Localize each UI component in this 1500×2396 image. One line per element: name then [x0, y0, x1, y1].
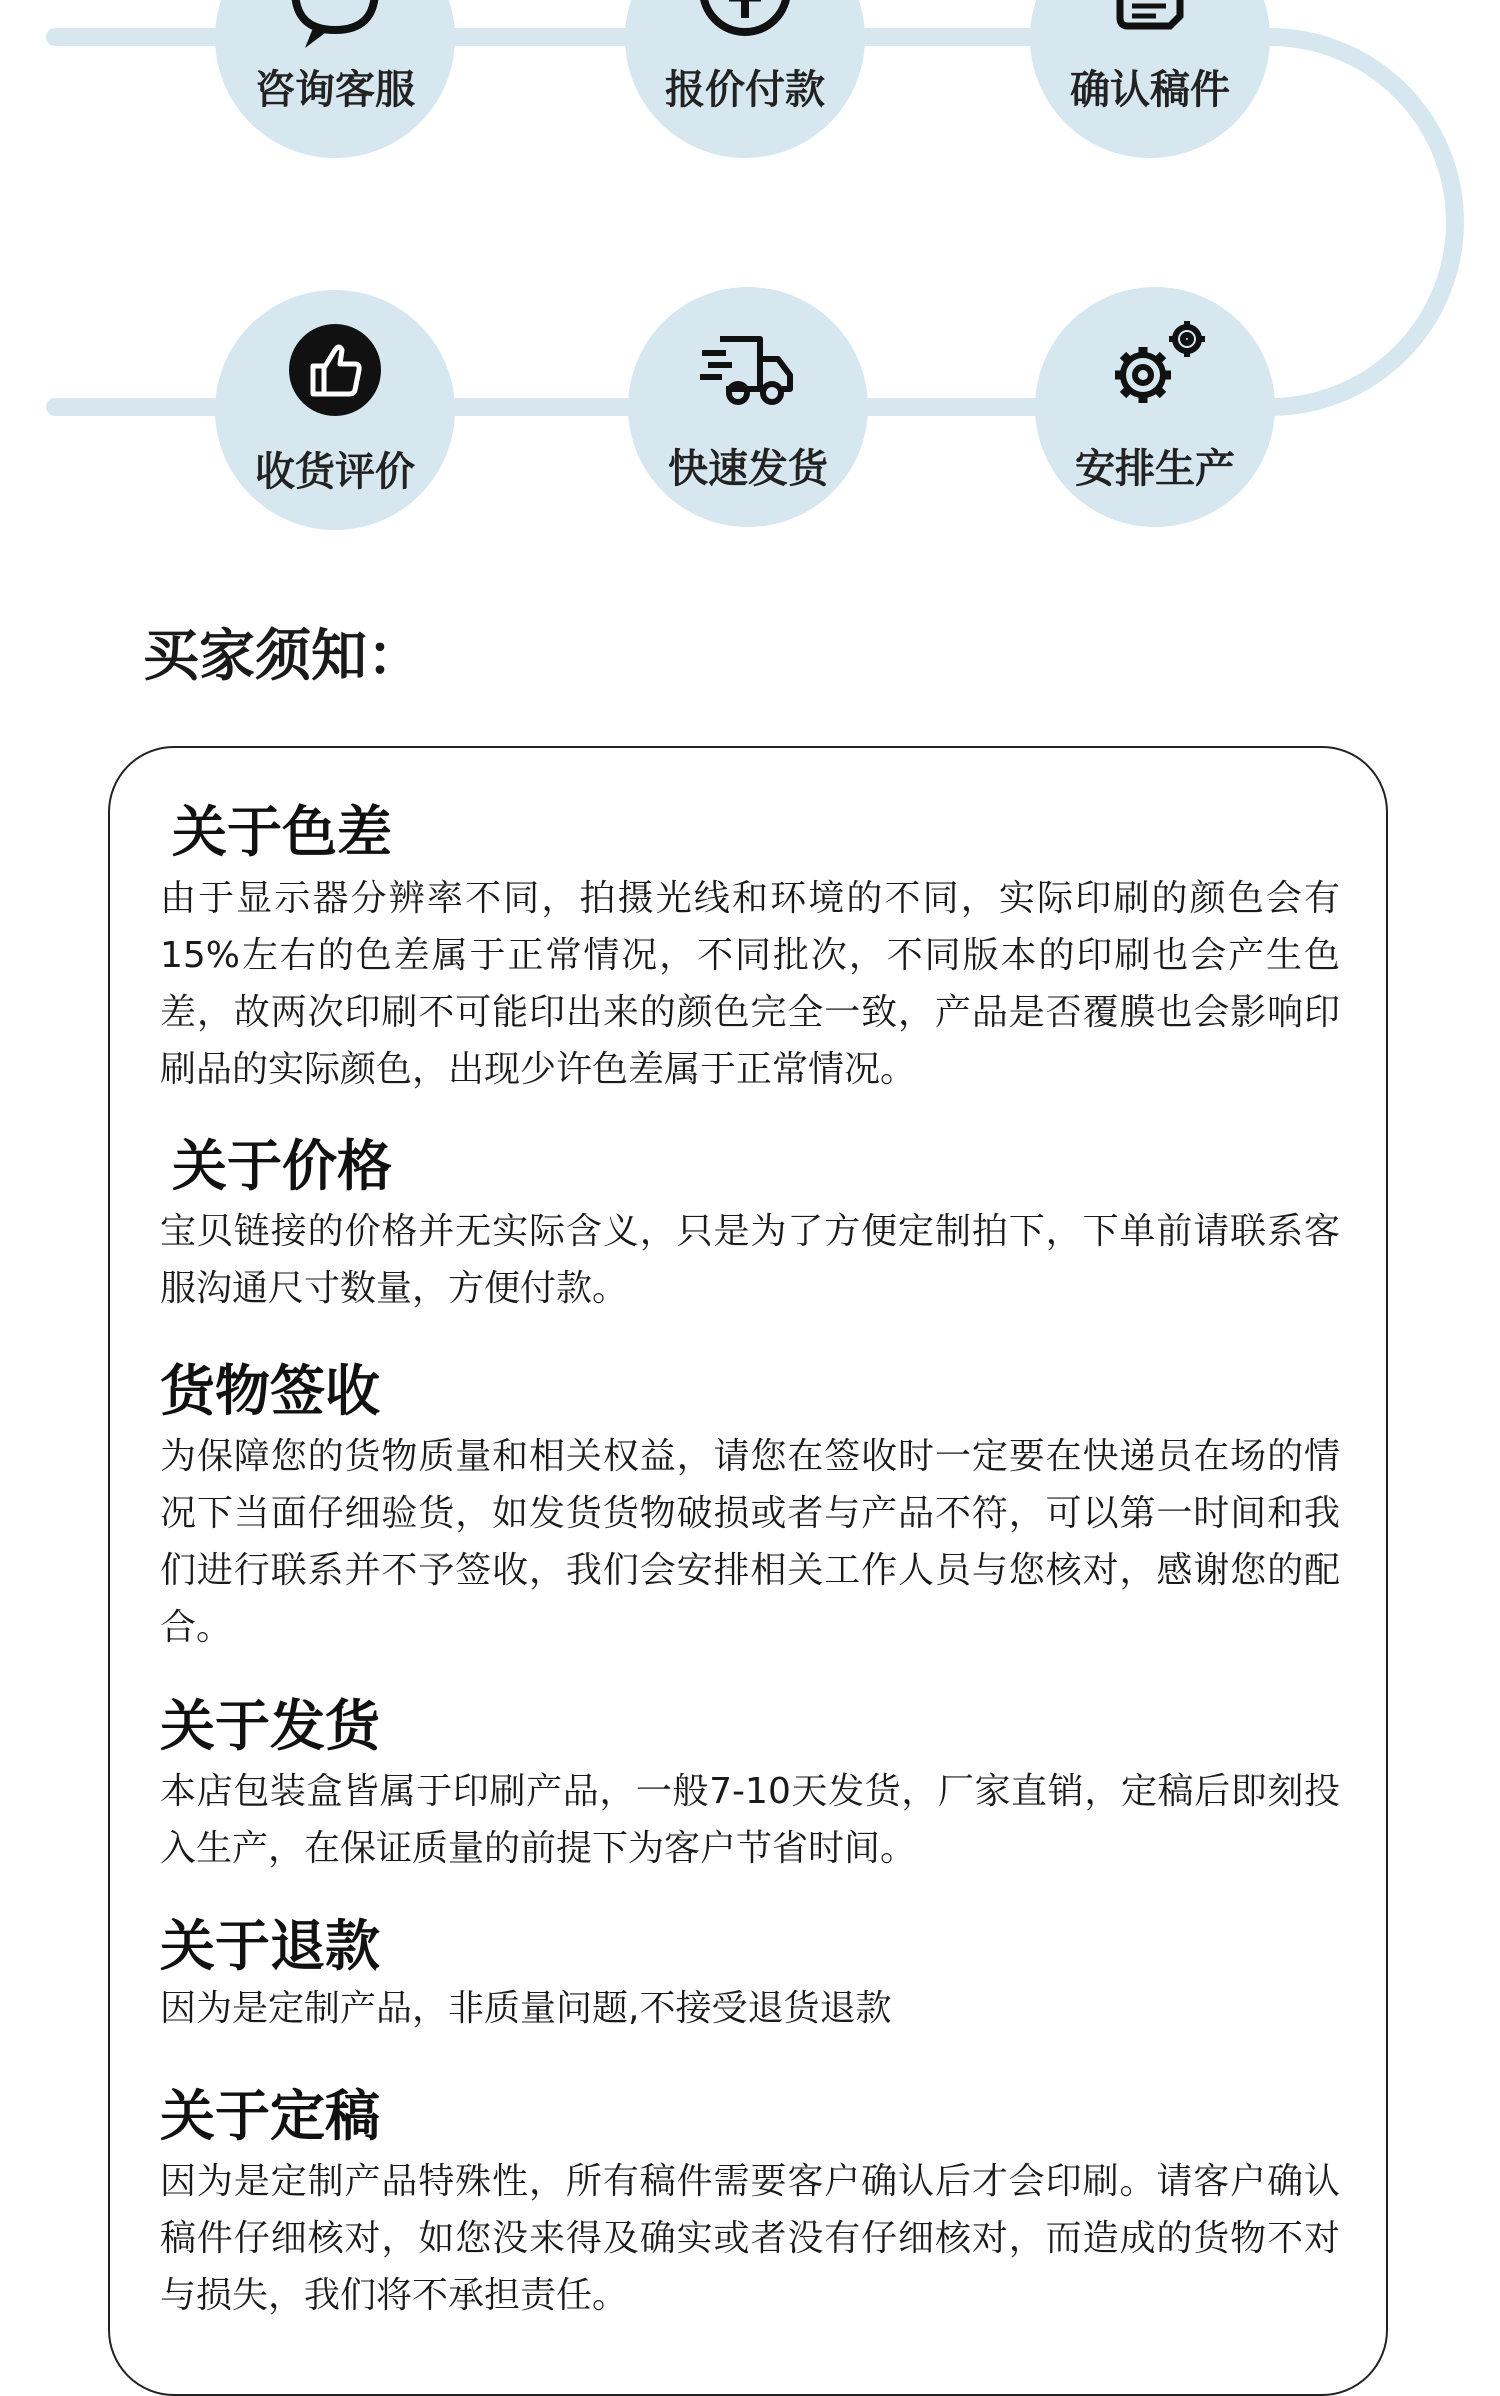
step-label: 收货评价 [255, 449, 415, 495]
section-title: 关于退款 [160, 1914, 381, 1978]
step-label: 咨询客服 [255, 67, 415, 113]
step-label: 报价付款 [665, 67, 825, 113]
section-body: 因为是定制产品，非质量问题,不接受退货退款 [160, 1988, 892, 2029]
section-body: 为保障您的货物质量和相关权益，请您在签收时一定要在快递员在场的情况下当面仔细验货，如发货货物破损或者与产品不符，可以第一时间和我们进行联系并不予签收，我们会安排相关工作人员与您核对，感谢您的配合。 [160, 1436, 1340, 1648]
notice-section-receipt-body [160, 1428, 1340, 1656]
notice-section-refund [160, 1910, 380, 1982]
step-label: 安排生产 [1075, 446, 1235, 492]
process-flow [0, 0, 1500, 560]
notice-section-final-draft-body [160, 2153, 1340, 2324]
notice-heading: 买家须知： [143, 624, 423, 689]
thumbs-up-icon [289, 324, 389, 424]
notice-section-price-body [160, 1203, 1340, 1317]
step-label: 快速发货 [668, 446, 828, 492]
section-body: 因为是定制产品特殊性，所有稿件需要客户确认后才会印刷。请客户确认稿件仔细核对，如您没来得及确实或者没有仔细核对，而造成的货物不对与损失，我们将不承担责任。 [160, 2161, 1340, 2316]
section-body: 本店包装盒皆属于印刷产品，一般7-10天发货，厂家直销，定稿后即刻投入生产，在保证质量的前提下为客户节省时间。 [160, 1771, 1340, 1869]
notice-section-shipping-body [160, 1763, 1340, 1877]
step-fast-delivery [628, 287, 868, 527]
section-title: 关于价格 [172, 1134, 393, 1198]
notice-section-color-difference [172, 796, 392, 868]
notice-section-refund-body [160, 1980, 1340, 2037]
notice-section-shipping [160, 1690, 380, 1762]
step-arrange-production [1035, 287, 1275, 527]
notice-section-receipt [160, 1355, 380, 1427]
notice-section-color-difference-body [160, 870, 1340, 1098]
section-body: 由于显示器分辨率不同，拍摄光线和环境的不同，实际印刷的颜色会有15%左右的色差属于正常情况，不同批次，不同版本的印刷也会产生色差，故两次印刷不可能印出来的颜色完全一致，产品是否覆膜也会影响印刷品的实际颜色，出现少许色差属于正常情况。 [160, 878, 1340, 1090]
section-body: 宝贝链接的价格并无实际含义，只是为了方便定制拍下，下单前请联系客服沟通尺寸数量，方便付款。 [160, 1211, 1340, 1309]
notice-section-final-draft [160, 2080, 380, 2152]
section-title: 关于色差 [172, 800, 393, 864]
gears-icon [1105, 315, 1205, 415]
section-title: 关于发货 [160, 1694, 381, 1758]
section-title: 货物签收 [160, 1359, 381, 1423]
step-receive-review [215, 290, 455, 530]
notice-section-price [172, 1130, 392, 1202]
step-label: 确认稿件 [1070, 67, 1230, 113]
delivery-truck-icon [698, 325, 798, 425]
section-title: 关于定稿 [160, 2084, 381, 2148]
